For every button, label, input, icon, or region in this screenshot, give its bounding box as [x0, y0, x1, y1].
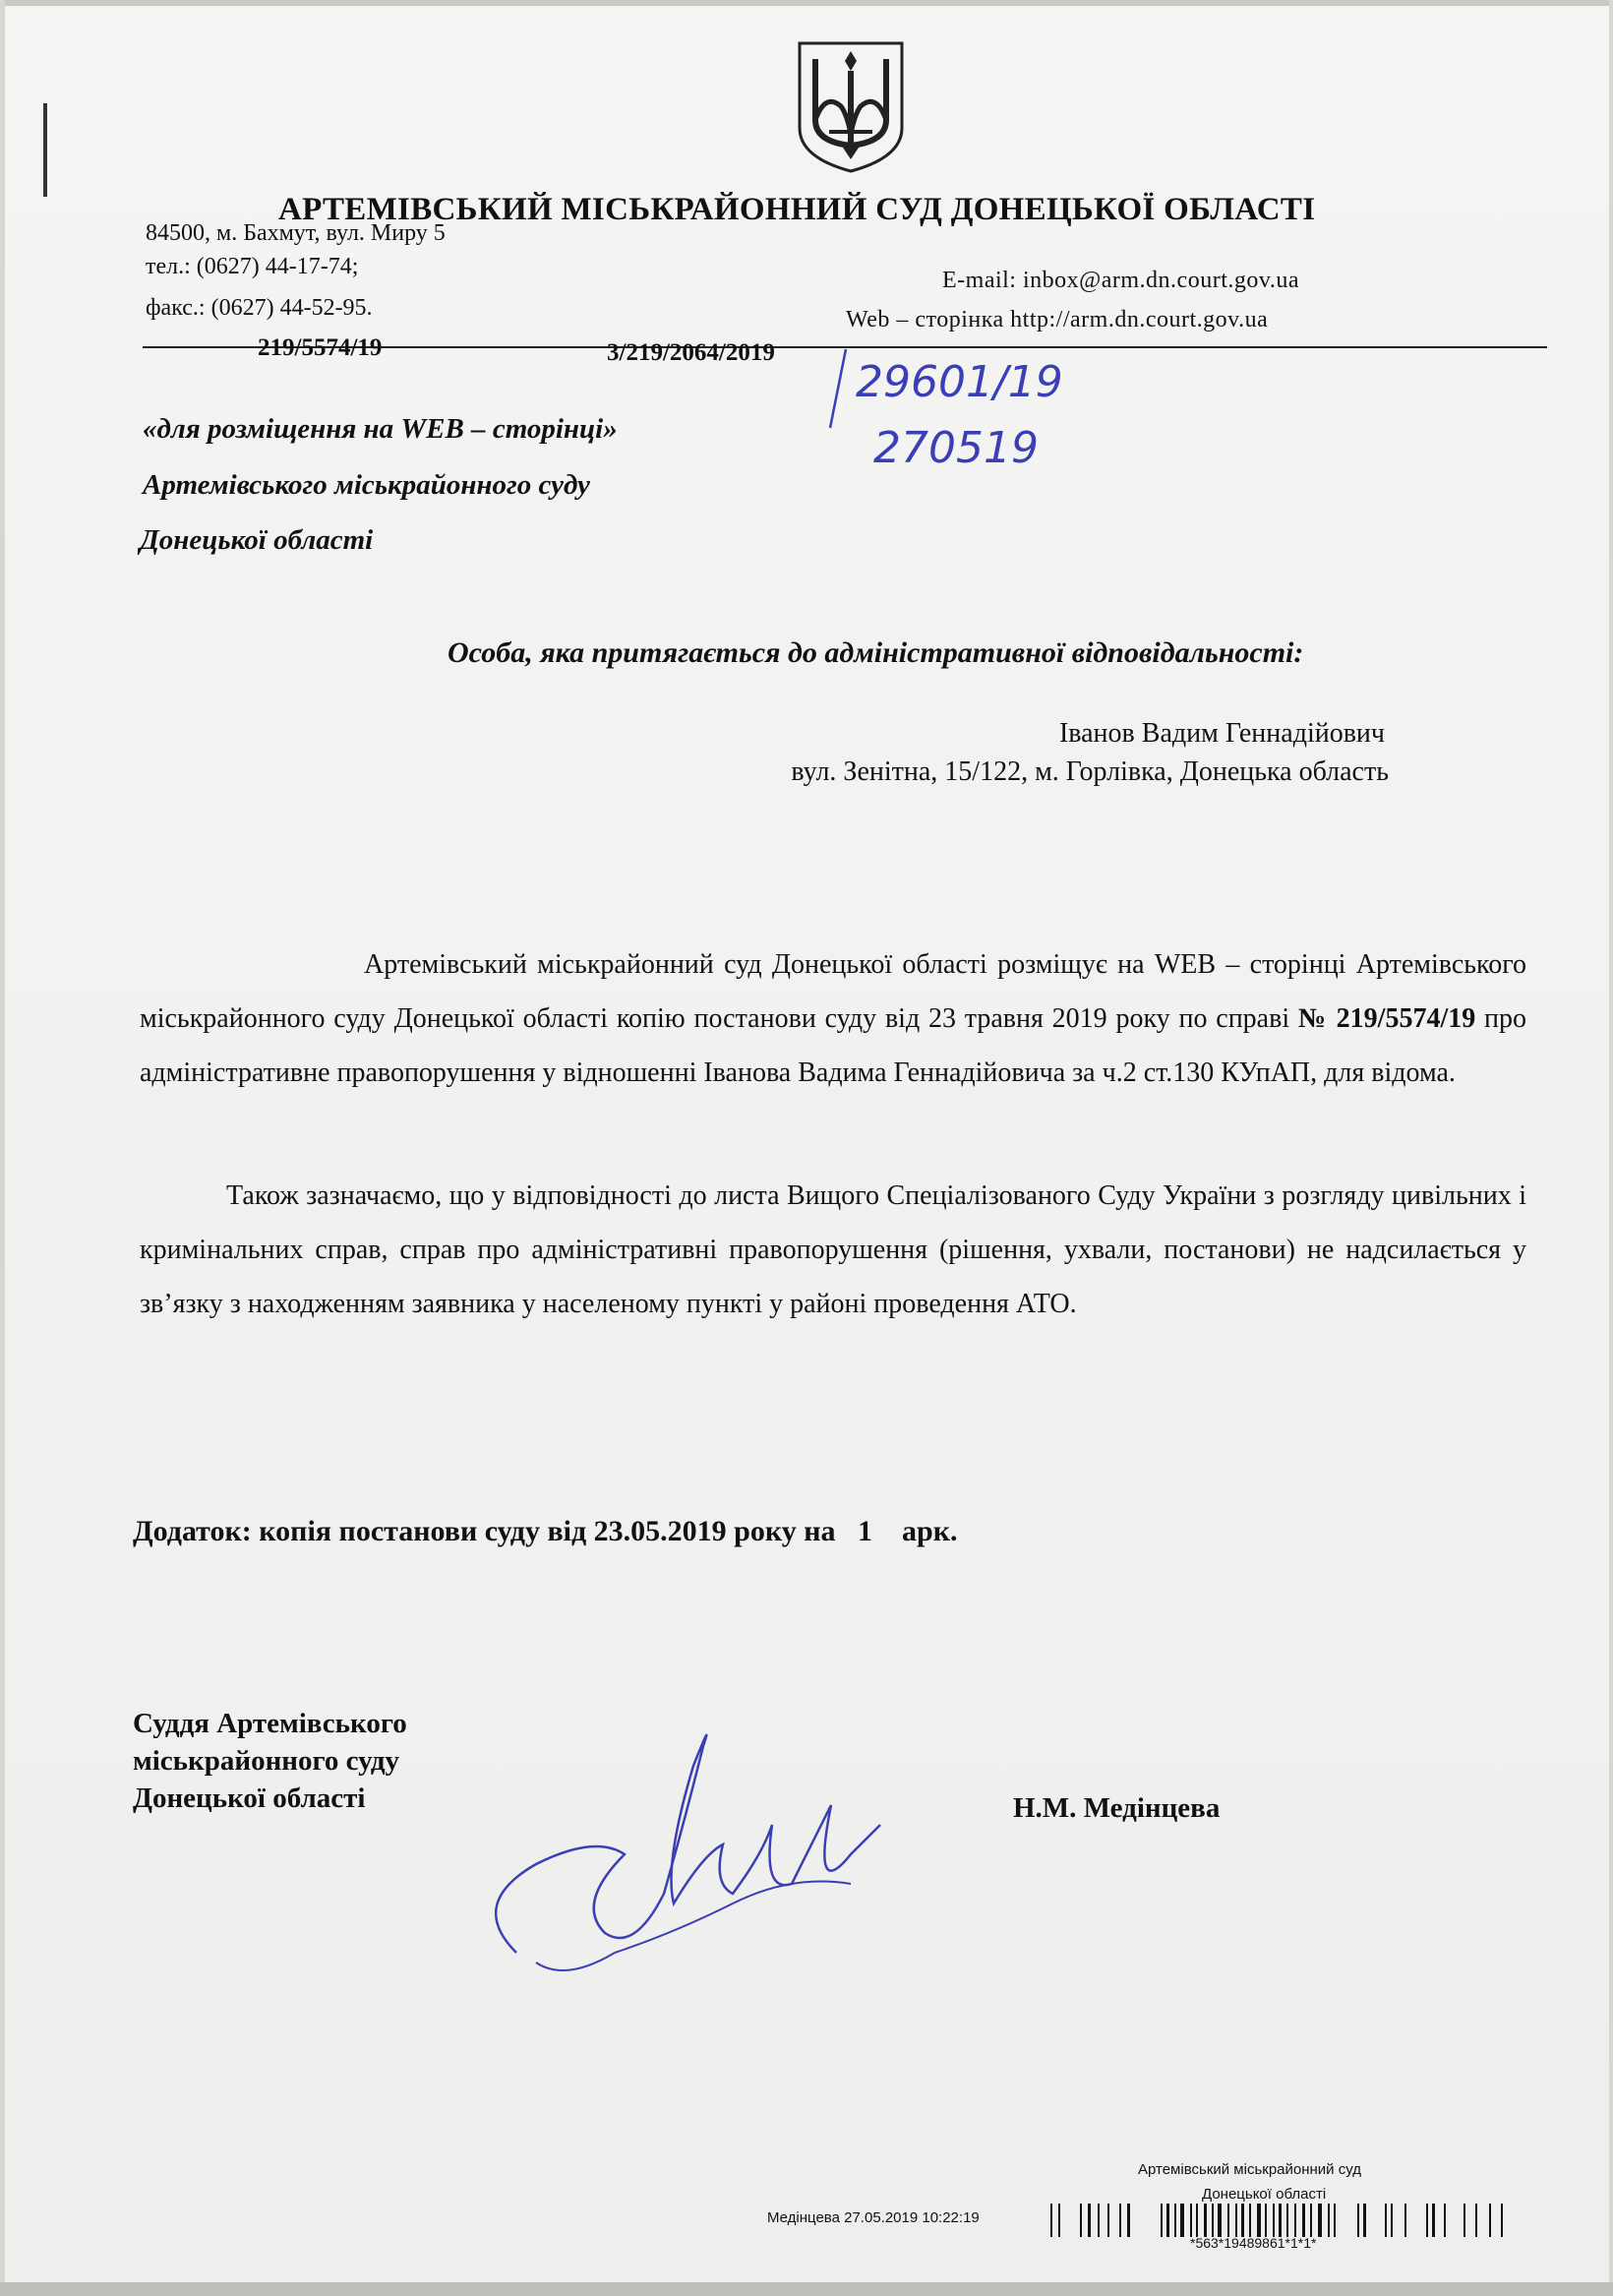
- addressee-line-3: Донецької області: [140, 524, 374, 556]
- ukraine-trident-emblem: [792, 37, 910, 175]
- judge-position: Суддя Артемівського міськрайонного суду Донецької області: [133, 1708, 407, 1814]
- scan-edge-right: [1609, 0, 1613, 2296]
- addressee-line-2: Артемівського міськрайонного суду: [143, 469, 590, 501]
- person-address: вул. Зенітна, 15/122, м. Горлівка, Донецька область: [791, 756, 1389, 787]
- scan-edge-left: [0, 0, 5, 2296]
- stamp-region: Донецької області: [1202, 2186, 1327, 2203]
- handwritten-note-1: 29601/19: [856, 357, 1063, 407]
- body-paragraph-1: Артемівський міськрайонний суд Донецької області розміщує на WEB – сторінці Артемівського міськрайонного суду Донецької області копію постанови суду від 23 травня 2019 року по справі № 219/5574/19 про адміністративне правопорушення у відношенні Іванова Вадима Геннадійовича за ч.2 ст.130 КУпАП, для відома.: [140, 949, 1527, 1088]
- court-fax: факс.: (0627) 44-52-95.: [146, 295, 373, 321]
- person-label: Особа, яка притягається до адміністративної відповідальності:: [448, 636, 1304, 669]
- scan-edge-top: [0, 0, 1613, 6]
- handwritten-signature: [477, 1707, 890, 1982]
- stamp-signer: Медінцева 27.05.2019 10:22:19: [767, 2209, 980, 2226]
- stamp-court-name: Артемівський міськрайонний суд: [1138, 2161, 1361, 2178]
- case-number-reference: № 219/5574/19: [1297, 1003, 1476, 1034]
- scan-edge-bottom: [0, 2282, 1613, 2296]
- court-email: E-mail: inbox@arm.dn.court.gov.ua: [942, 268, 1299, 293]
- case-number: 219/5574/19: [258, 334, 383, 361]
- handwritten-note-2: 270519: [873, 423, 1039, 473]
- court-website: Web – сторінка http://arm.dn.court.gov.ua: [846, 307, 1269, 332]
- body-paragraph-2: Також зазначаємо, що у відповідності до листа Вищого Спеціалізованого Суду України з розгляду цивільних і кримінальних справ, справ про адміністративні правопорушення (рішення, ухвали, постанови) не надсилається у зв’язку з находженням заявника у населеному пункті у районі проведення АТО.: [140, 1180, 1526, 1319]
- court-title: АРТЕМІВСЬКИЙ МІСЬКРАЙОННИЙ СУД ДОНЕЦЬКОЇ ОБЛАСТІ: [278, 192, 1316, 227]
- document-barcode: [1050, 2204, 1511, 2237]
- court-phone: тел.: (0627) 44-17-74;: [146, 254, 359, 279]
- outgoing-number: 3/219/2064/2019: [607, 339, 775, 366]
- margin-pen-mark: [43, 103, 47, 197]
- barcode-number: *563*19489861*1*1*: [1190, 2235, 1317, 2251]
- addressee-line-1: «для розміщення на WEB – сторінці»: [143, 413, 618, 445]
- handwritten-registration: [826, 349, 1121, 477]
- person-name: Іванов Вадим Геннадійович: [1058, 718, 1385, 749]
- appendix-line: Додаток: копія постанови суду від 23.05.2019 року на 1 арк.: [133, 1515, 958, 1547]
- judge-name: Н.М. Медінцева: [1013, 1792, 1221, 1824]
- court-address: 84500, м. Бахмут, вул. Миру 5: [146, 220, 446, 246]
